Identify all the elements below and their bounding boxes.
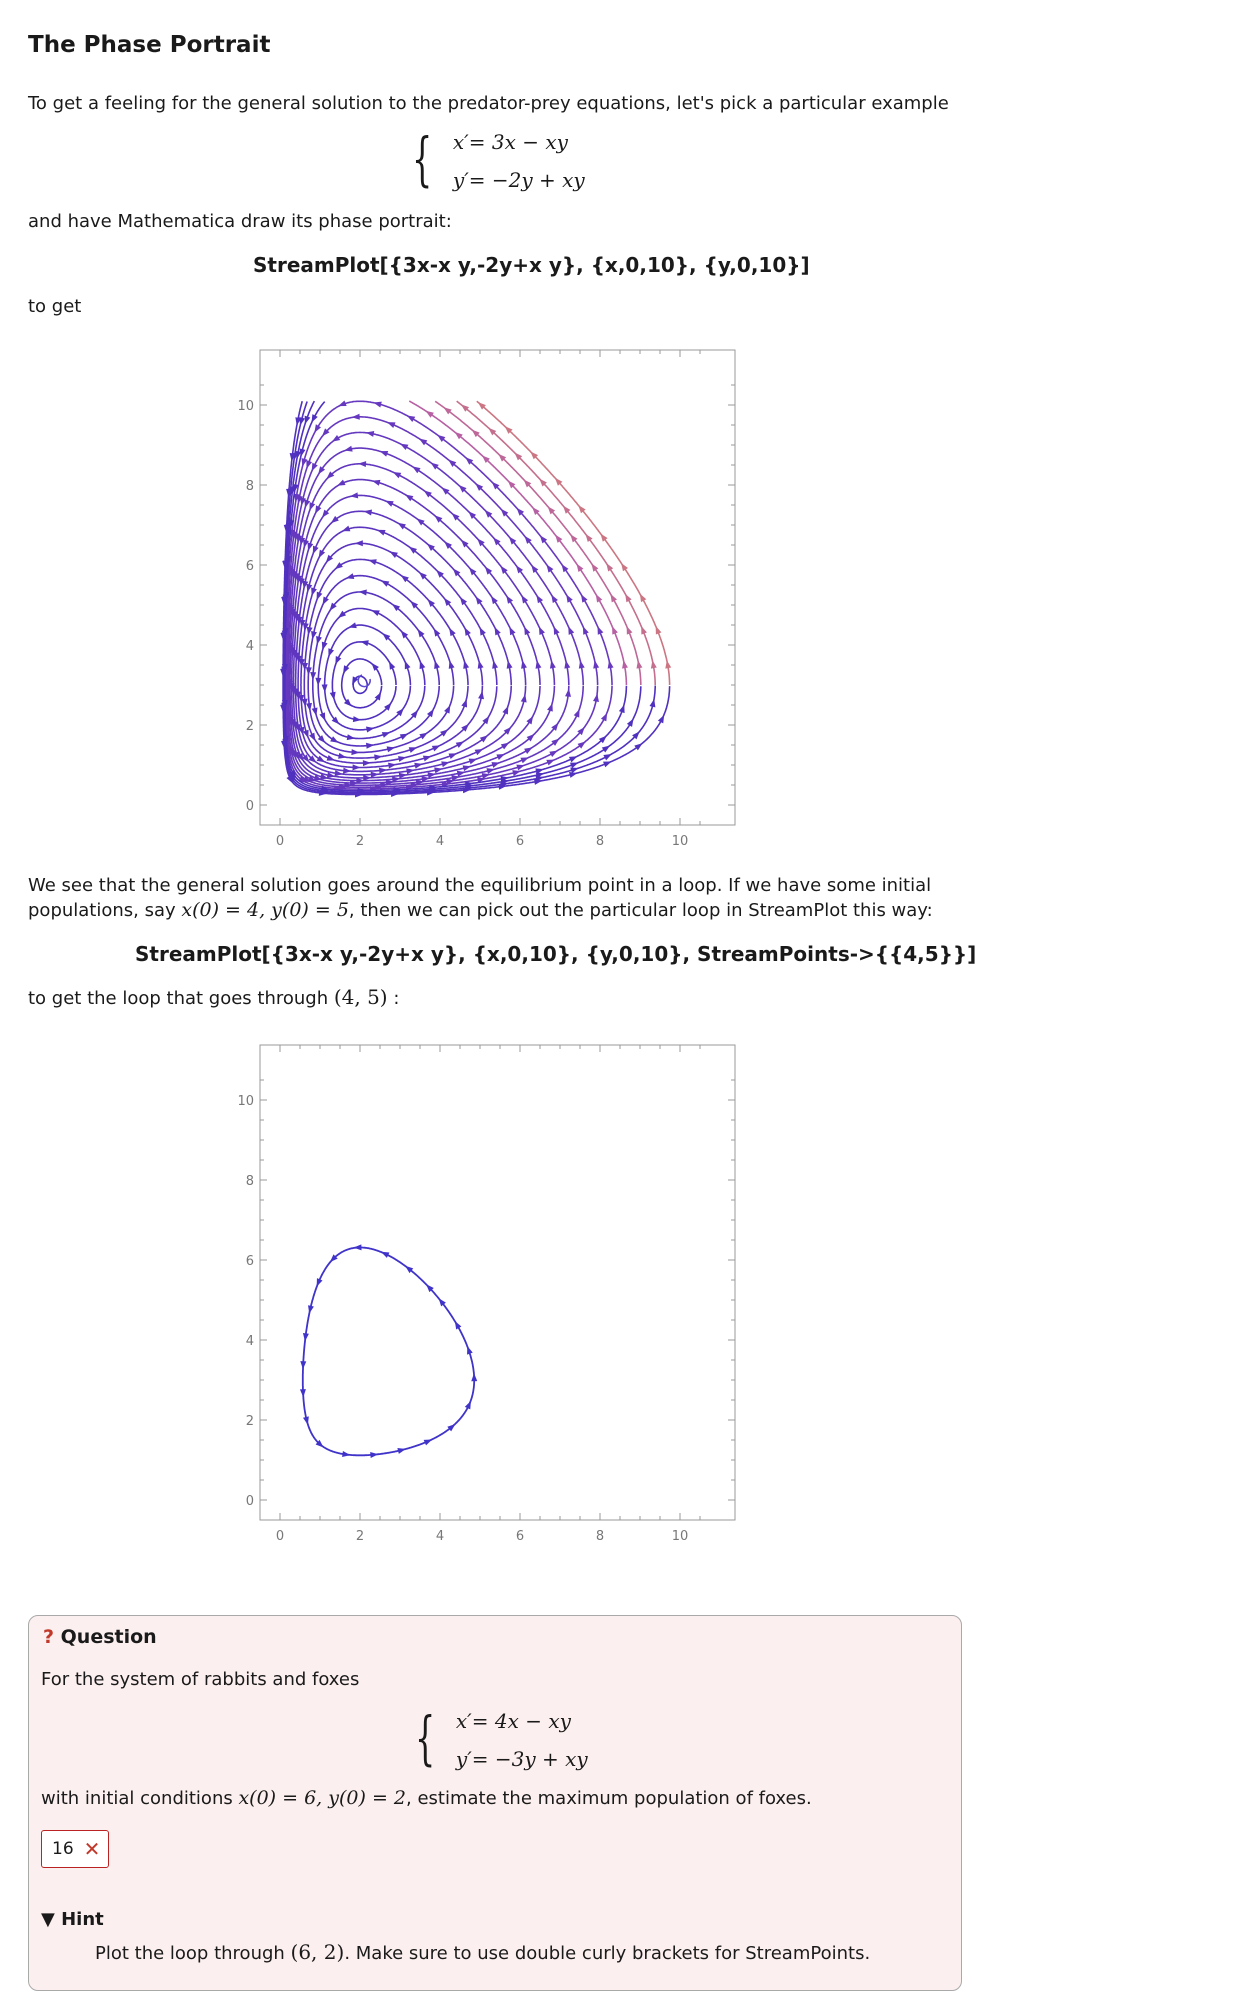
math-span: (6, 2) [290,1940,345,1964]
stream-arrow [372,480,381,486]
orbit-loop [303,1248,474,1456]
stream-arrow [658,715,664,723]
paragraph-2-line-1: We see that the general solution goes around the equilibrium point in a loop. If we have some initial [28,875,932,896]
y-tick-label: 8 [245,1174,254,1189]
stream-arrow [581,594,588,602]
intro-paragraph: To get a feeling for the general solution to the predator-prey equations, let's pick a particular example [28,93,949,114]
stream-arrow [315,505,321,513]
stream-arrow [322,684,328,692]
stream-arrow [347,734,355,740]
stream-arrow [323,597,329,605]
stream-arrow [554,626,560,635]
stream-arrow [317,592,323,601]
question-mark-icon: ? [43,1626,55,1648]
stream-arrow [621,563,628,571]
stream-arrow [625,594,631,602]
stream-arrow [389,661,395,670]
question-text: For the system of rabbits and foxes [41,1669,360,1690]
stream-arrow [549,751,557,757]
stream-arrow [551,595,558,603]
stream-arrow [343,665,349,673]
x-tick-label: 8 [595,834,605,849]
math-span: x(0) = 4, y(0) = 5 [181,899,349,921]
stream-arrow [398,523,406,530]
paragraph-2-line-2 [28,898,1208,923]
stream-arrow [375,692,381,700]
question-box [28,1615,962,1991]
equation-line: y′= −3y + xy [455,1747,588,1771]
stream-arrow [418,629,425,637]
y-tick-label: 10 [237,1094,254,1109]
stream-arrow [546,564,553,572]
stream-arrow [352,414,360,420]
stream-arrow [449,628,456,636]
stream-arrow [337,480,346,486]
initial-conditions-text [41,1786,812,1811]
stream-arrow [506,595,513,603]
question-header [43,1626,157,1648]
stream-arrow [521,595,528,603]
stream-arrow [566,594,573,602]
text-span: Plot the loop through [95,1943,291,1964]
stream-arrow [480,627,486,635]
stream-arrow [319,550,325,558]
streamline [298,527,497,767]
stream-arrow [420,661,426,670]
stream-arrow [322,642,328,651]
text-span: with initial conditions [41,1788,239,1809]
stream-arrow [478,691,484,699]
stream-arrow [475,749,484,755]
stream-arrow [380,451,389,457]
stream-arrow [627,626,633,635]
stream-arrow [561,564,568,572]
stream-arrow [536,595,543,603]
stream-arrow [338,400,347,406]
stream-arrow [377,530,386,536]
brace-symbol: { [412,125,433,193]
stream-arrow [335,656,341,665]
y-tick-label: 4 [245,1334,254,1349]
stream-arrow [531,565,538,573]
text-span: , estimate the maximum population of foxes. [406,1788,812,1809]
loop-arrow [300,1361,306,1369]
stream-arrow [330,736,338,743]
stream-arrow [335,562,343,569]
stream-arrow [539,626,545,635]
stream-arrow [534,779,542,785]
incorrect-icon: ✕ [83,1837,101,1861]
loop-arrow [471,1373,477,1381]
stream-arrow [305,416,311,425]
loop-arrow [353,1244,361,1250]
stream-arrow [400,444,408,450]
stream-arrow [449,753,458,759]
stream-arrow [610,594,616,602]
stream-arrow [316,636,322,644]
stream-arrow [441,761,450,767]
stream-arrow [570,763,579,769]
y-tick-label: 2 [245,719,254,734]
brace-symbol: { [415,1704,436,1772]
x-tick-label: 0 [275,834,285,849]
stream-arrow [310,502,316,511]
x-tick-label: 8 [595,1529,605,1544]
answer-field[interactable] [41,1830,109,1868]
stream-arrow [390,551,398,558]
stream-arrow [591,563,598,571]
stream-arrow [427,709,434,717]
stream-arrow [385,501,394,507]
stream-arrow [314,424,321,432]
stream-arrow [348,622,357,628]
text-span: . Make sure to use double curly brackets for StreamPoints. [344,1943,871,1964]
stream-arrow [306,460,312,469]
stream-arrow [546,760,555,766]
question-heading: Question [60,1626,157,1648]
equation-system-1 [412,125,585,193]
plot-frame [260,1045,735,1520]
stream-arrow [569,756,578,762]
x-tick-label: 0 [275,1529,285,1544]
stream-arrow [495,627,501,636]
loop-arrow [317,1278,323,1287]
stream-arrow [373,402,382,408]
stream-arrow [578,741,586,748]
stream-arrow [387,422,396,428]
stream-arrow [619,705,625,714]
stream-arrow [461,699,467,708]
stream-arrow [313,546,319,555]
x-tick-label: 6 [515,1529,525,1544]
stream-arrow [509,627,515,636]
stream-arrow [311,414,317,422]
stream-arrow [419,438,427,445]
stream-arrow [574,709,580,718]
text-span: , then we can pick out the particular loop in StreamPlot this way: [348,900,933,921]
stream-arrow [601,713,607,722]
hint-text [95,1940,870,1966]
stream-arrow [434,628,441,636]
stream-arrow [387,746,395,752]
stream-arrow [311,587,317,596]
stream-arrow [576,564,583,572]
streamline [289,448,569,783]
loop-arrow [424,1439,433,1445]
stream-arrow [381,580,389,586]
stream-arrow [460,597,467,605]
loop-plot [230,1040,750,1550]
stream-arrow [464,627,470,635]
stream-arrow [332,435,340,442]
y-tick-label: 6 [245,559,254,574]
y-tick-label: 2 [245,1414,254,1429]
stream-arrow [338,611,346,618]
stream-arrow [388,763,396,769]
stream-arrow [627,719,634,727]
stream-arrow [382,732,391,738]
stream-arrow [640,594,646,602]
code-line-1: StreamPlot[{3x-x y,-2y+x y}, {x,0,10}, {y,0,10}] [253,253,810,277]
stream-arrow [306,703,312,711]
equation-line: x′= 3x − xy [452,130,568,154]
stream-arrow [524,627,530,636]
stream-arrow [463,660,469,668]
stream-arrow [434,660,440,669]
stream-arrow [641,626,647,635]
stream-arrow [342,526,351,532]
loop-arrow [455,1321,462,1329]
math-span: (4, 5) [333,985,388,1009]
stream-arrow [350,492,358,498]
stream-arrow [405,494,413,501]
loop-arrow [465,1401,471,1410]
y-tick-label: 8 [245,479,254,494]
stream-arrow [412,466,420,473]
x-tick-label: 2 [355,834,365,849]
equation-line: x′= 4x − xy [455,1709,571,1733]
stream-arrow [366,431,374,437]
stream-arrow [318,466,325,474]
loop-arrow [303,1416,309,1424]
stream-arrow [602,746,610,753]
x-tick-label: 4 [435,1529,445,1544]
stream-arrow [491,762,500,768]
mathematica-paragraph: and have Mathematica draw its phase portrait: [28,211,452,232]
hint-toggle[interactable]: ▼ Hint [41,1909,104,1930]
stream-arrow [521,694,527,702]
paragraph-2 [28,874,1208,923]
y-tick-label: 10 [237,399,254,414]
text-span: to get the loop that goes through [28,988,334,1009]
x-tick-label: 4 [435,834,445,849]
streamlines [280,400,671,797]
stream-arrow [368,559,377,565]
stream-arrow [338,753,346,759]
stream-arrow [315,678,321,686]
y-tick-label: 4 [245,639,254,654]
stream-arrow [568,626,574,635]
stream-arrow [526,716,533,724]
stream-arrow [364,510,372,516]
stream-arrow [502,706,508,715]
stream-arrow [501,743,509,750]
math-span: x(0) = 6, y(0) = 2 [238,1787,406,1809]
x-tick-label: 2 [355,1529,365,1544]
y-tick-label: 0 [245,799,254,814]
stream-arrow [393,472,401,478]
stream-plot [230,345,750,855]
code-line-2: StreamPlot[{3x-x y,-2y+x y}, {x,0,10}, {y,0,10}, StreamPoints->{{4,5}}] [135,942,977,966]
y-tick-label: 6 [245,1254,254,1269]
stream-arrow [444,705,450,714]
stream-arrow [596,594,603,602]
stream-arrow [351,749,359,755]
stream-arrow [476,596,483,604]
stream-arrow [524,747,532,754]
stream-arrow [405,661,411,670]
stream-arrow [432,745,441,751]
y-tick-label: 0 [245,1494,254,1509]
loop-arrow [467,1346,473,1355]
stream-arrow [363,760,371,766]
stream-arrow [374,754,382,760]
stream-arrow [547,703,553,712]
stream-arrow [319,712,325,721]
stream-arrow [598,626,604,635]
stream-arrow [491,596,498,604]
stream-arrow [358,461,366,467]
stream-arrow [310,672,316,680]
x-tick-label: 6 [515,834,525,849]
answer-value[interactable]: 16 [52,1839,74,1859]
to-get-text: to get [28,296,82,317]
stream-arrow [603,761,612,767]
stream-arrow [606,563,613,571]
page-title: The Phase Portrait [28,32,271,58]
stream-arrow [593,694,599,702]
stream-arrow [656,626,662,635]
stream-arrow [355,540,363,546]
stream-arrow [426,411,434,418]
to-get-loop-text [28,985,399,1011]
stream-arrow [520,757,529,763]
stream-arrow [603,754,611,760]
equation-line: y′= −2y + xy [452,168,585,192]
stream-arrow [449,660,455,669]
loop-arrow [381,1252,390,1258]
stream-arrow [409,747,418,753]
stream-arrow [353,764,361,770]
stream-arrow [583,626,589,635]
stream-arrow [496,754,505,760]
stream-arrow [400,734,409,740]
text-span: populations, say [28,900,182,921]
stream-arrow [407,415,415,422]
equation-system-2 [415,1704,588,1772]
stream-arrow [312,463,318,472]
stream-arrow [469,759,478,765]
stream-arrow [456,741,464,748]
stream-arrow [423,756,432,762]
x-tick-label: 10 [671,834,689,849]
stream-arrow [328,648,334,657]
loop-arrow [300,1389,306,1397]
stream-arrow [371,610,380,616]
stream-arrow [612,626,618,635]
streamline [296,511,512,771]
stream-arrow [346,573,355,579]
equilibrium-curl [358,675,370,687]
stream-arrow [665,660,671,668]
stream-arrow [327,755,336,761]
stream-arrow [569,772,577,778]
text-span: : [387,988,400,1009]
stream-arrow [419,733,427,740]
stream-arrow [304,499,310,508]
x-tick-label: 10 [671,1529,689,1544]
stream-arrow [308,542,314,551]
streamline [290,464,554,781]
